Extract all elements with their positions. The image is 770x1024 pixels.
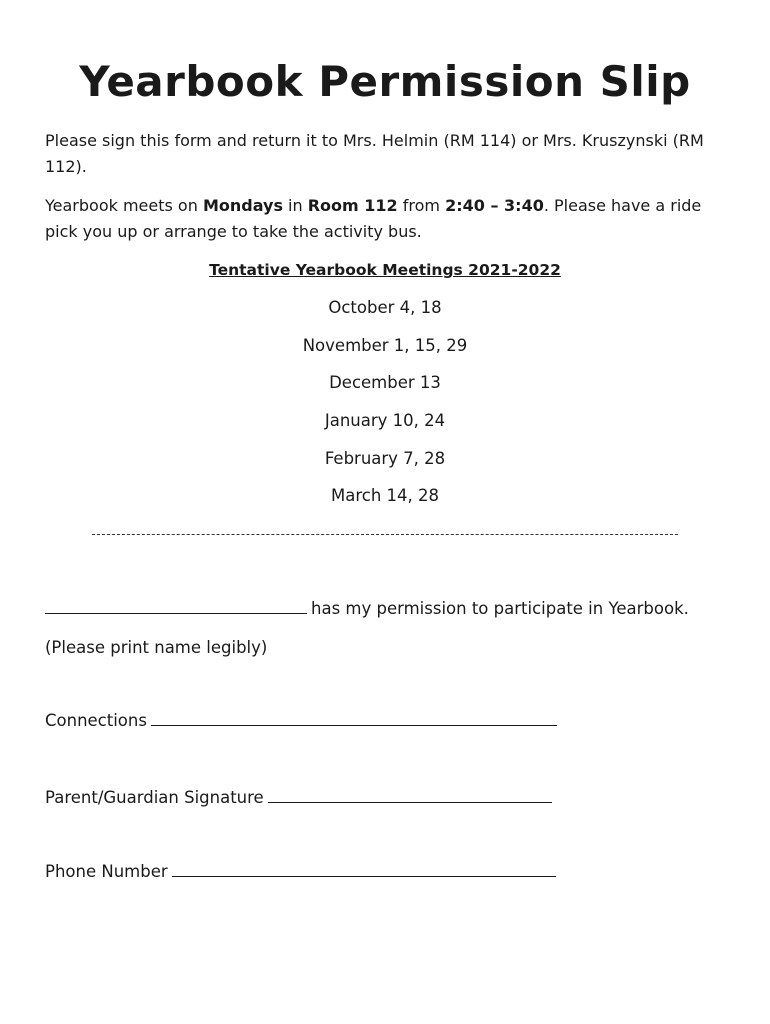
phone-row	[45, 860, 560, 884]
meeting-time: 2:40 – 3:40	[445, 196, 544, 215]
permission-line	[45, 597, 689, 621]
connections-row	[45, 709, 561, 733]
meeting-from-text: from	[397, 196, 446, 215]
meeting-in-text: in	[282, 196, 308, 215]
schedule-date: December 13	[329, 373, 441, 392]
print-name-note: (Please print name legibly)	[45, 638, 268, 657]
signature-label: Parent/Guardian Signature	[45, 788, 264, 807]
phone-field[interactable]	[172, 860, 556, 877]
meeting-info-paragraph	[45, 193, 725, 245]
schedule-date: October 4, 18	[328, 298, 442, 317]
phone-label: Phone Number	[45, 862, 168, 881]
signature-row	[45, 786, 556, 810]
schedule-heading: Tentative Yearbook Meetings 2021-2022	[209, 261, 561, 279]
meeting-suffix: . Please have a ride pick you up or arrange to take the activity bus.	[45, 196, 702, 241]
meeting-prefix: Yearbook meets on	[45, 196, 203, 215]
page-title: Yearbook Permission Slip	[79, 57, 691, 106]
cut-line-divider	[92, 534, 678, 535]
connections-field[interactable]	[151, 709, 557, 726]
intro-paragraph: Please sign this form and return it to Mrs. Helmin (RM 114) or Mrs. Kruszynski (RM 112).	[45, 131, 704, 176]
meeting-day: Mondays	[202, 196, 283, 215]
permission-statement: has my permission to participate in Yearbook.	[311, 599, 689, 618]
schedule-date: November 1, 15, 29	[302, 336, 468, 355]
schedule-date: March 14, 28	[330, 486, 440, 505]
schedule-date: January 10, 24	[324, 411, 446, 430]
student-name-field[interactable]	[45, 597, 307, 614]
signature-field[interactable]	[268, 786, 552, 803]
connections-label: Connections	[45, 711, 147, 730]
meeting-room: Room 112	[307, 196, 398, 215]
schedule-date: February 7, 28	[324, 449, 446, 468]
